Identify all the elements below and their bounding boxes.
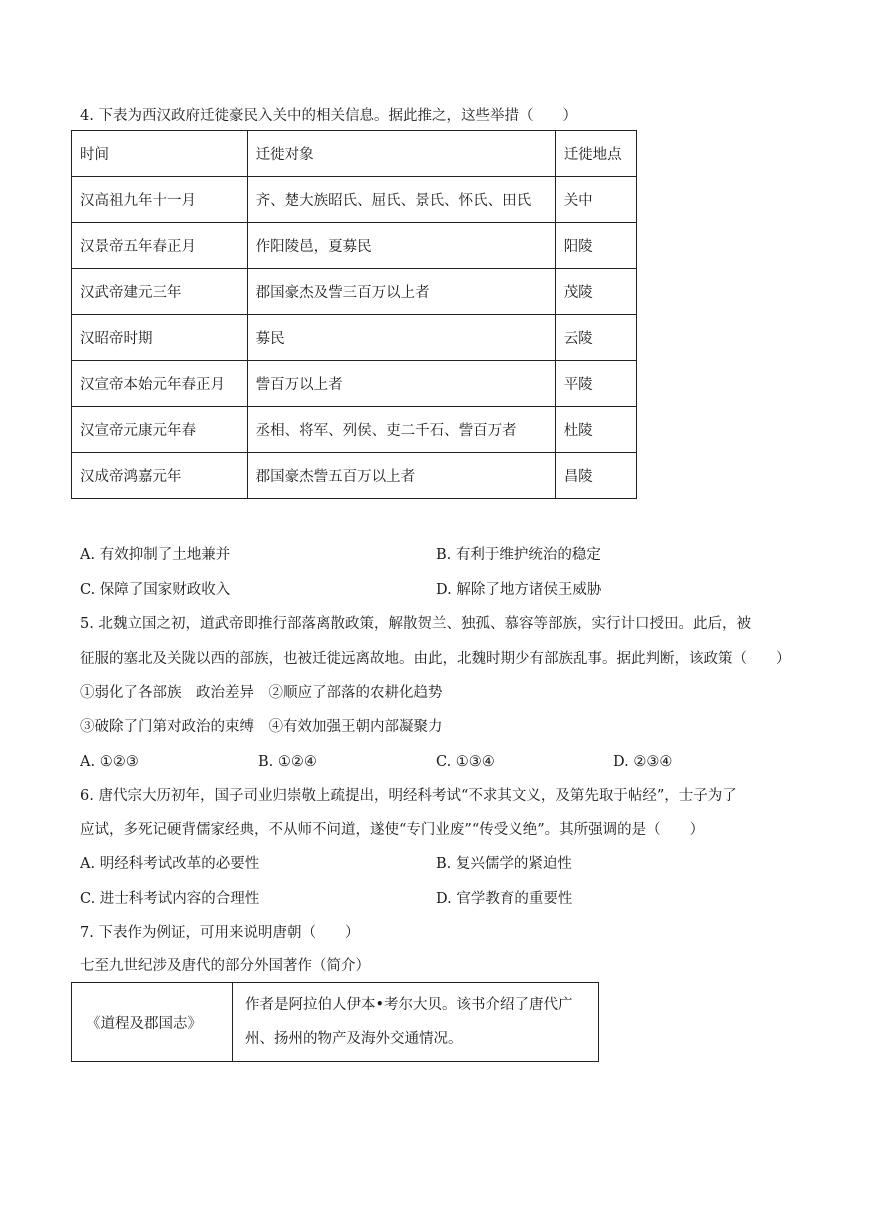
table-cell: 郡国豪杰及訾三百万以上者 <box>247 269 555 315</box>
table-cell: 丞相、将军、列侯、吏二千石、訾百万者 <box>247 407 555 453</box>
q6-stem-line1: 6. 唐代宗大历初年，国子司业归崇敬上疏提出，明经科考试“不求其文义，及第先取于帖经”，士子为了 <box>80 788 737 804</box>
table-cell: 汉昭帝时期 <box>72 315 248 361</box>
table-cell: 汉成帝鸿嘉元年 <box>72 453 248 499</box>
table-row <box>72 453 637 499</box>
table-row <box>72 177 637 223</box>
table-cell: 茂陵 <box>555 269 636 315</box>
q6-option-d[interactable]: D. 官学教育的重要性 <box>436 891 573 907</box>
table-cell: 作阳陵邑，夏募民 <box>247 223 555 269</box>
book-description-line1: 作者是阿拉伯人伊本•考尔大贝。该书介绍了唐代广 <box>245 997 573 1013</box>
q6-option-a[interactable]: A. 明经科考试改革的必要性 <box>80 856 260 872</box>
q6-option-b[interactable]: B. 复兴儒学的紧迫性 <box>436 856 572 872</box>
table-cell: 汉宣帝元康元年春 <box>72 407 248 453</box>
q5-stem-line2: 征服的塞北及关陇以西的部族，也被迁徙远离故地。由此，北魏时期少有部族乱事。据此判断，该政策（ ） <box>80 651 791 667</box>
table-cell: 汉景帝五年春正月 <box>72 223 248 269</box>
table-row <box>72 269 637 315</box>
q5-option-c[interactable]: C. ①③④ <box>436 754 495 770</box>
table-cell: 关中 <box>555 177 636 223</box>
book-description-cell <box>233 983 599 1062</box>
table-cell: 齐、楚大族昭氏、屈氏、景氏、怀氏、田氏 <box>247 177 555 223</box>
q5-stem-line1: 5. 北魏立国之初，道武帝即推行部落离散政策，解散贺兰、独孤、慕容等部族，实行计口授田。此后，被 <box>80 616 751 632</box>
q7-stem: 7. 下表作为例证，可用来说明唐朝（ ） <box>80 925 360 941</box>
header-target: 迁徙对象 <box>247 131 555 177</box>
table-row <box>72 983 599 1062</box>
table-cell: 杜陵 <box>555 407 636 453</box>
q5-item1: ①弱化了各部族 政治差异 ②顺应了部落的农耕化趋势 <box>80 685 443 701</box>
q4-option-c[interactable]: C. 保障了国家财政收入 <box>80 582 231 598</box>
table-row <box>72 407 637 453</box>
q7-table <box>71 982 599 1062</box>
header-place: 迁徙地点 <box>555 131 636 177</box>
q4-stem: 4. 下表为西汉政府迁徙豪民入关中的相关信息。据此推之，这些举措（ ） <box>80 108 577 124</box>
q4-table <box>71 130 637 499</box>
q5-option-a[interactable]: A. ①②③ <box>80 754 139 770</box>
q5-option-d[interactable]: D. ②③④ <box>613 754 673 770</box>
header-time: 时间 <box>72 131 248 177</box>
table-cell: 昌陵 <box>555 453 636 499</box>
q4-option-b[interactable]: B. 有利于维护统治的稳定 <box>436 547 601 563</box>
table-header-row <box>72 131 637 177</box>
book-description-line2: 州、扬州的物产及海外交通情况。 <box>245 1031 463 1047</box>
q4-option-a[interactable]: A. 有效抑制了土地兼并 <box>80 547 231 563</box>
table-cell: 郡国豪杰訾五百万以上者 <box>247 453 555 499</box>
q7-table-caption: 七至九世纪涉及唐代的部分外国著作（简介） <box>80 958 370 974</box>
table-row <box>72 223 637 269</box>
table-cell: 平陵 <box>555 361 636 407</box>
q5-option-b[interactable]: B. ①②④ <box>258 754 317 770</box>
table-cell: 汉高祖九年十一月 <box>72 177 248 223</box>
table-cell: 阳陵 <box>555 223 636 269</box>
table-cell: 汉宣帝本始元年春正月 <box>72 361 248 407</box>
table-cell: 募民 <box>247 315 555 361</box>
q4-option-d[interactable]: D. 解除了地方诸侯王威胁 <box>436 582 602 598</box>
table-row <box>72 315 637 361</box>
q6-stem-line2: 应试，多死记硬背儒家经典，不从师不问道，遂使“专门业废”“传受义绝”。其所强调的是（ ） <box>80 822 705 838</box>
table-cell: 訾百万以上者 <box>247 361 555 407</box>
q5-item2: ③破除了门第对政治的束缚 ④有效加强王朝内部凝聚力 <box>80 719 443 735</box>
q6-option-c[interactable]: C. 进士科考试内容的合理性 <box>80 891 260 907</box>
table-cell: 云陵 <box>555 315 636 361</box>
table-row <box>72 361 637 407</box>
table-cell: 汉武帝建元三年 <box>72 269 248 315</box>
book-title-cell: 《道程及郡国志》 <box>72 983 233 1062</box>
